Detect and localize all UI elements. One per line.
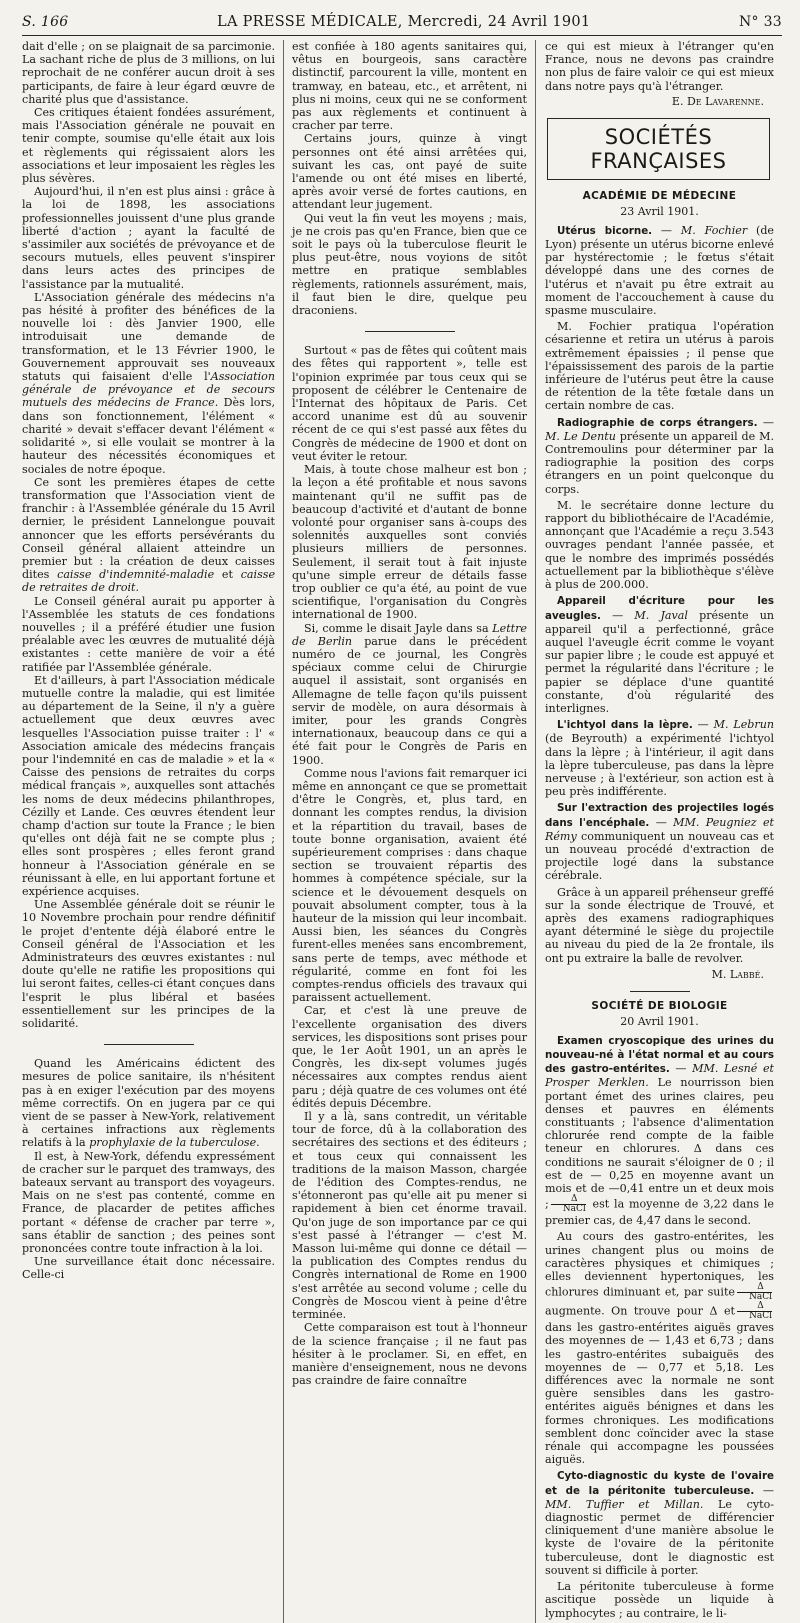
paragraph: Et d'ailleurs, à part l'Association médicale mutuelle contre la maladie, qui est limitée au département de la Seine, il n'y a guère actuellement que deux œuvres avec lesquelles l'Association puisse traiter : l' « Association amicale des médecins français pour l'indemnité en cas de maladie » et la « Caisse des pensions de retraites du corps médical français », auxquelles sont attachés les noms de deux médecins philanthropes, Cézilly et Lande. Ces œuvres étendent leur champ d'action sur toute la France ; le bien qu'elles ont déjà fait ne se compte plus ; elles sont prospères ; elles feront grand honneur à l'Association générale en se réunissant à elle, en lui apportant fortune et expérience acquises. [22, 673, 275, 898]
paragraph: Le Conseil général aurait pu apporter à l'Assemblée les statuts de ces fondations nouvelles ; il a préféré étudier une fusion préalable avec les œuvres de mutualité déjà existantes : cette manière de voir a été ratifiée par l'Assemblée générale. [22, 594, 275, 674]
paragraph: Au cours des gastro-entérites, les urines changent plus ou moins de caractères physiques et chimiques ; elles deviennent hypertoniques, les chlorures diminuant et, par suite $\frac{\Delta}{\text{NaCl}}$ augmente. On trouve pour Δ et $\frac{\Delta}{\text{NaCl}}$ dans les gastro-entérites aiguës graves des moyennes de — 1,43 et 6,73 ; dans les gastro-entérites subaiguës des moyennes de — 0,77 et 5,18. Les différences avec la normale ne sont guère sensibles dans les gastro-entérites aiguës bénignes et dans les formes chroniques. Les modifications semblent donc coïncider avec la stase rénale qui accompagne les poussées aiguës. [545, 1230, 774, 1467]
society-heading: SOCIÉTÉ DE BIOLOGIE [591, 999, 728, 1012]
report-entry: Examen cryoscopique des urines du nouveau-né à l'état normal et au cours des gastro-entérites. — MM. Lesné et Prosper Merklen. Le nourrisson bien portant émet des urines claires, peu denses et pauvres en éléments constituants ; l'absence d'alimentation chlorurée rend compte de la faible teneur en chlorures. Δ dans ces conditions ne saurait s'éloigner de 0 ; il est de — 0,25 en moyenne avant un mois et de —0,41 entre un et deux mois ; $\frac{\Delta}{\text{NaCl}}$ est la moyenne de 3,22 dans le premier cas, de 4,47 dans le second. [545, 1034, 774, 1228]
paragraph: Mais, à toute chose malheur est bon ; la leçon a été profitable et nous savons maintenant qu'il ne suffit pas de beaucoup d'activité et d'autant de bonne volonté pour organiser sans à-coups des solennités auxquelles sont conviés plusieurs milliers de personnes. Seulement, il serait tout à fait injuste qu'une simple erreur de détails fasse trop oublier ce qu'a été, au point de vue scientifique, l'organisation du Congrès international de 1900. [292, 463, 527, 622]
report-entry: Utérus bicorne. — M. Fochier (de Lyon) présente un utérus bicorne enlevé par hystérectomie ; le fœtus s'était développé dans une des cornes de l'utérus et n'avait pu être extrait au moment de l'accouchement à cause du spasme musculaire. [545, 223, 774, 318]
fraction: $\frac{\Delta}{\text{NaCl}}$ [737, 1283, 772, 1302]
paragraph: M. le secrétaire donne lecture du rapport du bibliothécaire de l'Académie, annonçant que l'Académie a reçu 3.543 ouvrages pendant l'année passée, et que le nombre des imprimés possédés actuellement par la bibliothèque s'élève à plus de 200.000. [545, 498, 774, 592]
paragraph: Une surveillance était donc nécessaire. Celle-ci [22, 1255, 275, 1282]
journal-title: LA PRESSE MÉDICALE, Mercredi, 24 Avril 1901 [217, 14, 591, 30]
report-entry: L'ichtyol dans la lèpre. — M. Lebrun (de Beyrouth) a expérimenté l'ichtyol dans la lèpre ; à l'intérieur, il agit dans la lèpre tuberculeuse, pas dans la lèpre nerveuse ; à l'extérieur, son action est à peu près indifférente. [545, 718, 774, 799]
section-divider [104, 1044, 194, 1045]
paragraph: Certains jours, quinze à vingt personnes ont été ainsi arrêtées qui, suivant les cas, ont payé de suite l'amende ou ont été mises en liberté, après avoir versé de fortes cautions, en attendant leur jugement. [292, 132, 527, 212]
session-date: 20 Avril 1901. [620, 1014, 699, 1028]
section-banner: SOCIÉTÉS FRANÇAISES [547, 118, 770, 180]
author-signature: M. Labbé. [711, 967, 764, 981]
paragraph: Il y a là, sans contredit, un véritable tour de force, dû à la collaboration des secrétaires des sections et des éditeurs ; et tous ceux qui connaissent les traditions de la maison Masson, chargée de l'édition des Comptes-rendus, ne s'étonneront pas qu'elle ait pu mener si rapidement à bien cet énorme travail. Qu'on juge de son importance par ce qui s'est passé à l'étranger — c'est M. Masson lui-même qui donne ce détail — la publication des Comptes rendus du Congrès international de Rome en 1900 s'est arrêtée au second volume ; celle du Congrès de Moscou vient à peine d'être terminée. [292, 1110, 527, 1322]
session-date: 23 Avril 1901. [620, 204, 699, 218]
column-2 [284, 40, 536, 1623]
society-heading: ACADÉMIE DE MÉDECINE [582, 189, 737, 202]
paragraph: Qui veut la fin veut les moyens ; mais, je ne crois pas qu'en France, bien que ce soit le pays où la tuberculose fleurit le plus peut-être, nous voyions de sitôt mettre en pratique semblables règlements, rationnels assurément, mais, il faut bien le dire, quelque peu draconiens. [292, 211, 527, 318]
column-1 [22, 40, 284, 1623]
report-entry: Radiographie de corps étrangers. — M. Le Dentu présente un appareil de M. Contremoulins pour déterminer par la radiographie la position des corps étrangers en un point quelconque du corps. [545, 415, 774, 496]
paragraph: Aujourd'hui, il n'en est plus ainsi : grâce à la loi de 1898, les associations professionnelles jouissent d'une plus grande liberté d'action ; ayant la faculté de s'assimiler aux sociétés de prévoyance et de secours mutuels, elles peuvent s'inspirer dans leurs actes des principes de l'assistance par la mutualité. [22, 185, 275, 291]
paragraph: Surtout « pas de fêtes qui coûtent mais des fêtes qui rapportent », telle est l'opinion exprimée par tous ceux qui se proposent de célébrer le Centenaire de l'Internat des hôpitaux de Paris. Cet accord unanime est dû au souvenir récent de ce qui s'est passé aux fêtes du Congrès de médecine de 1900 et dont on veut éviter le retour. [292, 344, 527, 463]
paragraph: dait d'elle ; on se plaignait de sa parcimonie. La sachant riche de plus de 3 millions, on lui reprochait de ne conférer aucun droit à ses participants, de faire à leur égard œuvre de charité plus que d'assistance. [22, 40, 275, 106]
report-entry: Appareil d'écriture pour les aveugles. — M. Javal présente un appareil qu'il a perfectionné, grâce auquel l'aveugle écrit comme le voyant sur papier libre ; le coude est appuyé et permet la régularité dans l'écriture ; le papier se déplace d'une quantité constante, d'où régularité des interlignes. [545, 595, 774, 715]
columns [22, 40, 782, 1623]
paragraph: Il est, à New-York, défendu expressément de cracher sur le parquet des tramways, des bateaux servant au transport des voyageurs. Mais on ne s'est pas contenté, comme en France, de placarder de petites affiches portant « défense de cracher par terre », sans établir de sanction ; des peines sont prononcées contre toute infraction à la loi. [22, 1149, 275, 1256]
fraction: $\frac{\Delta}{\text{NaCl}}$ [737, 1302, 772, 1321]
paragraph: Cette comparaison est tout à l'honneur de la science française ; il ne faut pas hésiter à le proclamer. Si, en effet, en manière d'enseignement, nous ne devons pas craindre de faire connaître [292, 1321, 527, 1388]
paragraph: Ces critiques étaient fondées assurément, mais l'Association générale ne pouvait en tenir compte, soumise qu'elle était aux lois et règlements qui régissaient alors les associations et leur imposaient les règles les plus sévères. [22, 106, 275, 186]
issue-number: N° 33 [738, 14, 782, 30]
page-folio: S. 166 [22, 14, 69, 30]
paragraph: Ce sont les premières étapes de cette transformation que l'Association vient de franchir : à l'Assemblée générale du 15 Avril dernier, le président Lannelongue pouvait annoncer que les efforts persévérants du Conseil général allaient atteindre un premier but : la création de deux caisses dites caisse d'indemnité-maladie et caisse de retraites de droit. [22, 475, 276, 595]
paragraph: Car, et c'est là une preuve de l'excellente organisation des divers services, les dispositions sont prises pour que, le 1er Août 1901, un an après le Congrès, les dix-sept volumes jugés nécessaires aux comptes rendus aient paru ; déjà quatre de ces volumes ont été édités depuis Décembre. [292, 1004, 527, 1110]
paragraph: L'Association générale des médecins n'a pas hésité à profiter des bénéfices de la nouvelle loi : dès Janvier 1900, elle introduisait une demande de transformation, et le 13 Février 1900, le Gouvernement approuvait ses nouveaux statuts qui faisaient d'elle l'Association générale de prévoyance et de secours mutuels des médecins de France. Dès lors, dans son fonctionnement, l'élément « charité » devait s'effacer devant l'élément « solidarité », si elle voulait se montrer à la hauteur des nécessités économiques et sociales de notre époque. [22, 290, 275, 476]
author-signature: E. De Lavarenne. [671, 94, 764, 108]
paragraph: Grâce à un appareil préhenseur greffé sur la sonde électrique de Trouvé, et après des examens radiographiques ayant déterminé le siège du projectile au niveau du pied de la 2e frontale, ils ont pu extraire la balle de revolver. [545, 885, 774, 965]
section-divider [365, 331, 455, 332]
fraction: $\frac{\Delta}{\text{NaCl}}$ [551, 1195, 586, 1214]
column-3 [536, 40, 774, 1623]
paragraph: Une Assemblée générale doit se réunir le 10 Novembre prochain pour rendre définitif le projet d'entente déjà élaboré entre le Conseil général de l'Association et les Administrateurs des œuvres existantes : nul doute qu'elle ne ratifie les propositions qui lui seront faites, celles-ci étant conçues dans l'esprit le plus libéral et basées essentiellement sur les principes de la solidarité. [22, 898, 275, 1031]
paragraph: Si, comme le disait Jayle dans sa Lettre de Berlin parue dans le précédent numéro de ce journal, les Congrès spéciaux comme celui de Chirurgie auquel il assistait, sont organisés en Allemagne de telle façon qu'ils puissent servir de modèle, on aura désormais à imiter, pour les grands Congrès internationaux, beaucoup dans ce qui a été fait pour le Congrès de Paris en 1900. [292, 621, 527, 767]
paragraph: La péritonite tuberculeuse à forme ascitique possède un liquide à lymphocytes ; au contraire, le li- [545, 1580, 774, 1620]
masthead [22, 14, 782, 36]
paragraph: Quand les Américains édictent des mesures de police sanitaire, ils n'hésitent pas à en exiger l'exécution par des moyens même correctifs. On en jugera par ce qui vient de se passer à New-York, relativement à certaines infractions aux règlements relatifs à la prophylaxie de la tuberculose. [22, 1057, 275, 1150]
paragraph: M. Fochier pratiqua l'opération césarienne et retira un utérus à parois extrêmement épaissies ; il pense que l'épaississement des parois de la partie inférieure de l'utérus peut être la cause de rétention de la tête fœtale dans un certain nombre de cas. [545, 320, 774, 413]
section-divider [630, 991, 690, 992]
paragraph: est confiée à 180 agents sanitaires qui, vêtus en bourgeois, sans caractère distinctif, parcourent la ville, montent en tramway, en bateau, etc., et arrêtent, ni plus ni moins, ceux qui ne se conforment pas aux règlements et continuent à cracher par terre. [292, 40, 527, 133]
paragraph: ce qui est mieux à l'étranger qu'en France, nous ne devons pas craindre non plus de faire valoir ce qui est mieux dans notre pays qu'à l'étranger. [545, 40, 774, 93]
report-entry: Cyto-diagnostic du kyste de l'ovaire et de la péritonite tuberculeuse. — MM. Tuffier et Millan. Le cyto-diagnostic permet de différencier cliniquement d'une manière absolue le kyste de l'ovaire de la péritonite tuberculeuse, dont le diagnostic est souvent si difficile à porter. [545, 1470, 774, 1577]
paragraph: Comme nous l'avions fait remarquer ici même en annonçant ce que se promettait d'être le Congrès, et, plus tard, en donnant les comptes rendus, la division et la répartition du travail, bases de toute bonne organisation, avaient été supérieurement comprises : dans chaque section se trouvaient répartis des hommes à compétence spéciale, sur la science et le dévouement desquels on pouvait absolument compter, tous à la hauteur de la mission qui leur incombait. Aussi bien, les séances du Congrès furent-elles menées sans encombrement, sans perte de temps, avec méthode et régularité, comme en font foi les comptes-rendus officiels des travaux qui paraissent actuellement. [292, 766, 527, 1005]
report-entry: Sur l'extraction des projectiles logés dans l'encéphale. — MM. Peugniez et Rémy communiquent un nouveau cas et un nouveau procédé d'extraction de projectile logé dans la substance cérébrale. [545, 802, 774, 883]
